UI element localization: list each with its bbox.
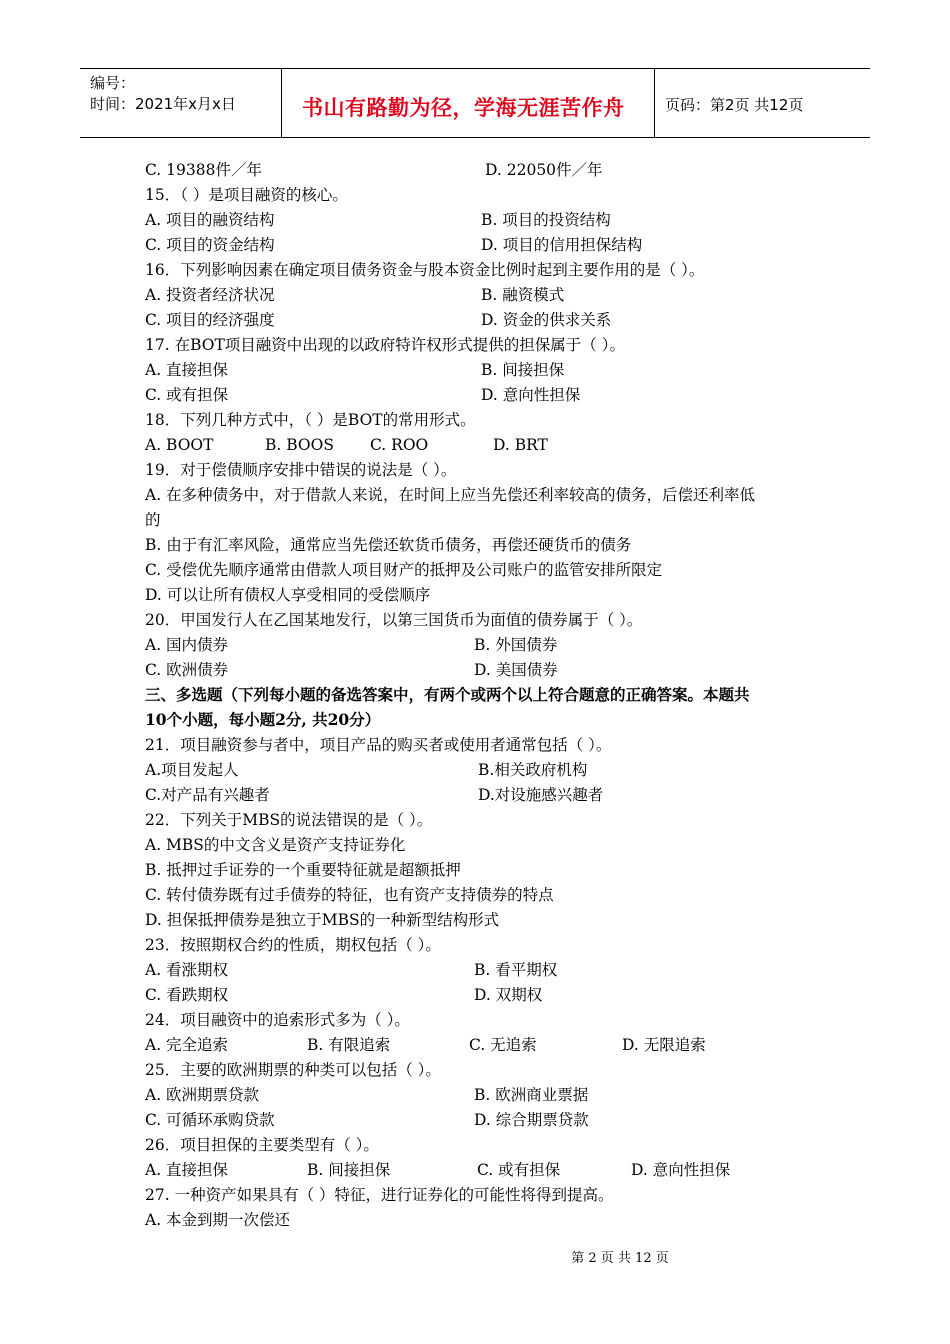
header-page-number: 页码：第2页 共12页 [665, 96, 804, 114]
question-text-line: D. 无限追索 [622, 1036, 706, 1054]
header-meta-cell [80, 69, 282, 137]
question-text-line: B. BOOS [265, 436, 334, 454]
question-text-line: 25．主要的欧洲期票的种类可以包括（ ）。 [145, 1061, 441, 1079]
question-text-line: 23．按照期权合约的性质，期权包括（ ）。 [145, 936, 441, 954]
question-text-line: 22．下列关于MBS的说法错误的是（ ）。 [145, 811, 433, 829]
question-text-line: B. 融资模式 [481, 286, 565, 304]
section-heading-line: 三、多选题（下列每小题的备选答案中，有两个或两个以上符合题意的正确答案。本题共 [145, 685, 750, 704]
question-text-line: D. BRT [493, 436, 548, 454]
question-text-line: C. 或有担保 [145, 386, 229, 404]
question-text-line: C. ROO [370, 436, 429, 454]
question-text-line: D. 项目的信用担保结构 [481, 236, 643, 254]
question-text-line: C. 欧洲债券 [145, 661, 229, 679]
question-text-line: B. 间接担保 [307, 1161, 391, 1179]
question-text-line: 15．（ ）是项目融资的核心。 [145, 186, 348, 204]
document-time-label: 时间：2021年x月x日 [90, 95, 236, 113]
header-motto-cell [282, 69, 655, 137]
question-text-line: A. MBS的中文含义是资产支持证券化 [145, 836, 406, 854]
question-text-line: 16．下列影响因素在确定项目债务资金与股本资金比例时起到主要作用的是（ ）。 [145, 261, 705, 279]
question-text-line: C. 19388件／年 [145, 161, 262, 179]
question-text-line: B. 有限追索 [307, 1036, 391, 1054]
page-footer [0, 1247, 950, 1266]
question-text-line: B. 由于有汇率风险，通常应当先偿还软货币债务，再偿还硬货币的债务 [145, 536, 632, 554]
question-text-line: 27. 一种资产如果具有（ ）特征，进行证券化的可能性将得到提高。 [145, 1186, 614, 1204]
question-text-line: C. 无追索 [469, 1036, 537, 1054]
question-text-line: 21．项目融资参与者中，项目产品的购买者或使用者通常包括（ ）。 [145, 736, 612, 754]
question-text-line: C. 看跌期权 [145, 986, 229, 1004]
question-text-line: A. BOOT [145, 436, 214, 454]
question-text-line: D. 22050件／年 [485, 161, 603, 179]
question-text-line: D. 综合期票贷款 [474, 1111, 589, 1129]
question-text-line: 26．项目担保的主要类型有（ ）。 [145, 1136, 379, 1154]
question-text-line: A. 国内债券 [145, 636, 229, 654]
question-text-line: D. 可以让所有债权人享受相同的受偿顺序 [145, 586, 431, 604]
header-page-cell [655, 69, 870, 137]
question-text-line: A. 完全追索 [145, 1036, 229, 1054]
question-text-line: B. 项目的投资结构 [481, 211, 611, 229]
question-text-line: 19．对于偿债顺序安排中错误的说法是（ ）。 [145, 461, 457, 479]
question-text-line: A. 欧洲期票贷款 [145, 1086, 260, 1104]
question-text-line: B. 欧洲商业票据 [474, 1086, 589, 1104]
question-text-line: A. 直接担保 [145, 1161, 229, 1179]
page-header [80, 68, 870, 138]
section-heading-line: 10个小题，每小题2分, 共20分） [145, 710, 381, 729]
question-text-line: D. 美国债券 [474, 661, 558, 679]
question-text-line: 20．甲国发行人在乙国某地发行，以第三国货币为面值的债券属于（ ）。 [145, 611, 643, 629]
question-text-line: C. 或有担保 [477, 1161, 561, 1179]
question-text-line: 18．下列几种方式中，（ ）是BOT的常用形式。 [145, 411, 476, 429]
document-number-label: 编号： [90, 74, 136, 92]
question-text-line: D. 意向性担保 [481, 386, 581, 404]
question-text-line: C. 项目的资金结构 [145, 236, 275, 254]
question-text-line: D. 意向性担保 [631, 1161, 731, 1179]
question-text-line: B. 间接担保 [481, 361, 565, 379]
question-text-line: 24．项目融资中的追索形式多为（ ）。 [145, 1011, 410, 1029]
question-text-line: C.对产品有兴趣者 [145, 786, 270, 804]
question-text-line: A. 本金到期一次偿还 [145, 1211, 291, 1229]
question-text-line: 的 [145, 511, 161, 529]
question-text-line: C. 转付债券既有过手债券的特征，也有资产支持债券的特点 [145, 886, 554, 904]
question-text-line: 17. 在BOT项目融资中出现的以政府特许权形式提供的担保属于（ ）。 [145, 336, 625, 354]
question-text-line: A. 看涨期权 [145, 961, 229, 979]
question-text-line: B. 外国债券 [474, 636, 558, 654]
question-text-line: D. 资金的供求关系 [481, 311, 612, 329]
question-text-line: C. 项目的经济强度 [145, 311, 275, 329]
header-motto: 书山有路勤为径，学海无涯苦作舟 [302, 96, 625, 120]
question-text-line: C. 受偿优先顺序通常由借款人项目财产的抵押及公司账户的监管安排所限定 [145, 561, 663, 579]
question-text-line: D.对设施感兴趣者 [478, 786, 604, 804]
question-text-line: D. 双期权 [474, 986, 543, 1004]
footer-page-number: 第 2 页 共 12 页 [571, 1251, 669, 1266]
question-text-line: A. 项目的融资结构 [145, 211, 275, 229]
question-text-line: B. 看平期权 [474, 961, 558, 979]
question-text-line: A. 直接担保 [145, 361, 229, 379]
question-text-line: B. 抵押过手证券的一个重要特征就是超额抵押 [145, 861, 461, 879]
question-text-line: D. 担保抵押债券是独立于MBS的一种新型结构形式 [145, 911, 500, 929]
question-text-line: A.项目发起人 [145, 761, 239, 779]
question-text-line: A. 在多种债务中，对于借款人来说，在时间上应当先偿还利率较高的债务，后偿还利率低 [145, 486, 756, 504]
question-text-line: C. 可循环承购贷款 [145, 1111, 275, 1129]
question-text-line: B.相关政府机构 [478, 761, 588, 779]
question-text-line: A. 投资者经济状况 [145, 286, 275, 304]
